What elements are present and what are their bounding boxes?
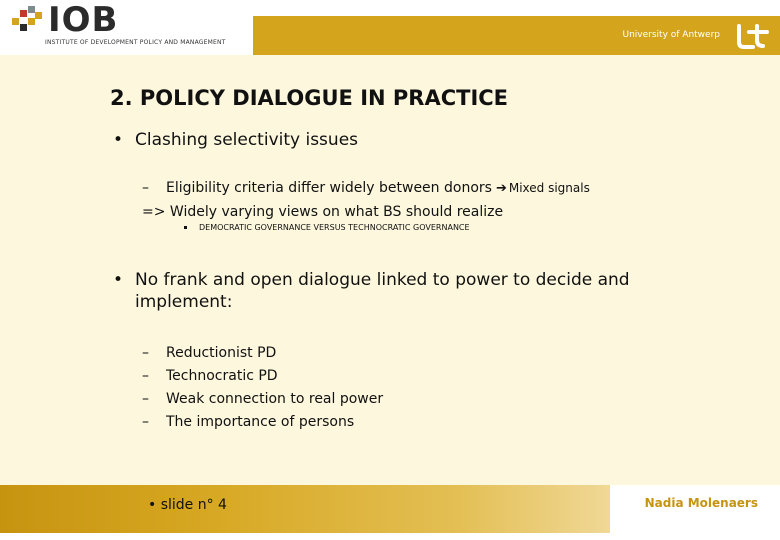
presenter-name: Nadia Molenaers	[644, 496, 758, 510]
bullet-dot: •	[113, 130, 124, 150]
arrow-right-icon: ➔	[495, 181, 507, 196]
list-dash: –	[142, 414, 149, 430]
sub-bullet-text: Eligibility criteria differ widely between donors	[166, 180, 492, 196]
dialogue-issues-list	[142, 342, 383, 434]
iob-logo-mark-icon	[12, 6, 42, 32]
sub-bullet-dash: –	[142, 180, 149, 196]
university-name: University of Antwerp	[622, 30, 720, 40]
sub-sub-bullet-text: DEMOCRATIC GOVERNANCE VERSUS TECHNOCRATIC GOVERNANCE	[199, 223, 470, 232]
sub-sub-bullet-governance	[184, 223, 470, 232]
slide-title: 2. POLICY DIALOGUE IN PRACTICE	[110, 86, 509, 110]
bullet-text-line1: No frank and open dialogue linked to power to decide and	[135, 270, 630, 290]
list-item	[142, 342, 383, 365]
slide-number: • slide n° 4	[148, 497, 227, 513]
list-dash: –	[142, 345, 149, 361]
list-dash: –	[142, 391, 149, 407]
bullet-clashing-selectivity	[113, 130, 358, 150]
mixed-signals-text: Mixed signals	[508, 181, 590, 195]
sub-bullet-eligibility	[142, 180, 590, 196]
list-item	[142, 388, 383, 411]
bullet-no-frank-dialogue	[113, 268, 630, 292]
bullet-dot: •	[113, 270, 124, 290]
list-item-text: Technocratic PD	[166, 368, 278, 384]
footer-gold-band	[0, 485, 610, 533]
iob-logo-subtitle: INSTITUTE OF DEVELOPMENT POLICY AND MANAGEMENT	[45, 39, 226, 46]
list-item-text: The importance of persons	[166, 414, 355, 430]
list-item	[142, 411, 383, 434]
list-item-text: Reductionist PD	[166, 345, 277, 361]
list-dash: –	[142, 368, 149, 384]
list-item-text: Weak connection to real power	[166, 391, 384, 407]
bullet-text-line2: implement:	[135, 292, 233, 312]
bullet-text: Clashing selectivity issues	[135, 130, 359, 150]
university-of-antwerp-logo-icon	[733, 22, 769, 50]
square-bullet-icon	[184, 226, 187, 229]
sub-bullet-views: => Widely varying views on what BS should realize	[142, 204, 504, 220]
iob-logo-text: IOB	[48, 0, 119, 40]
list-item	[142, 365, 383, 388]
